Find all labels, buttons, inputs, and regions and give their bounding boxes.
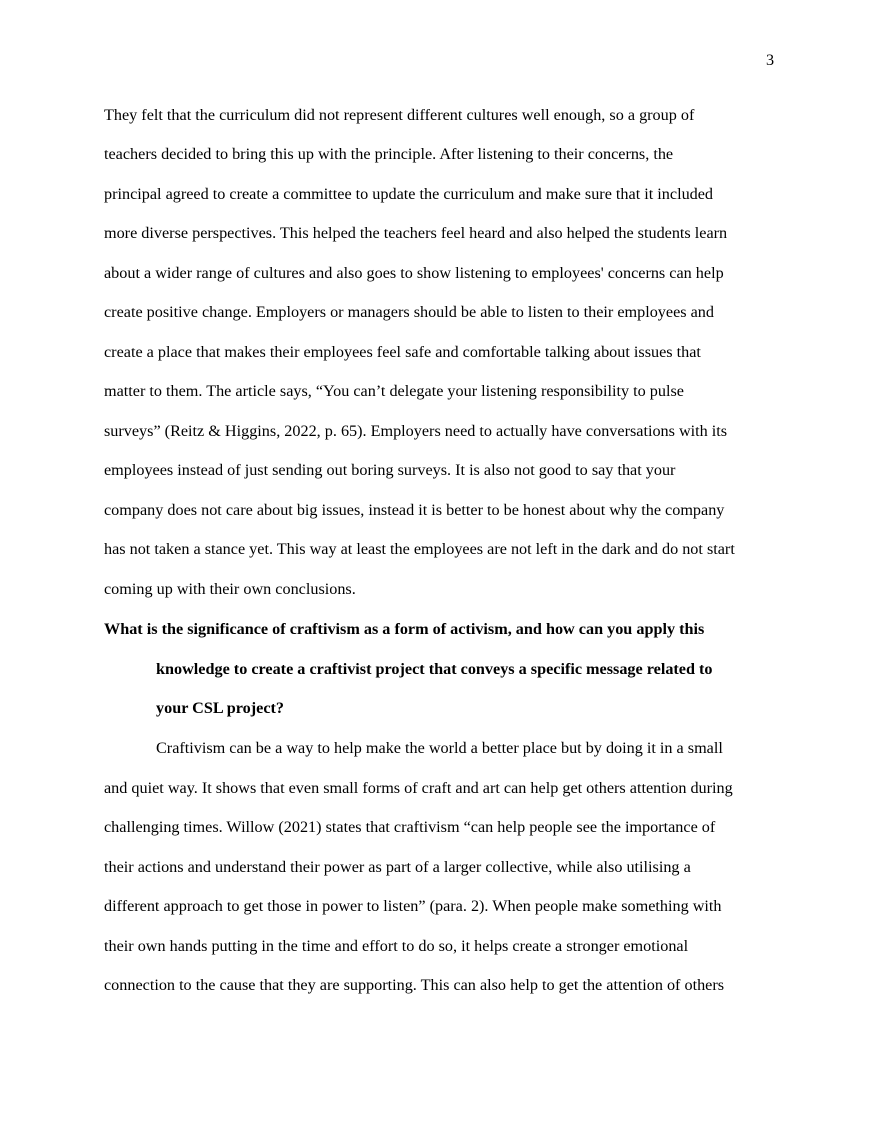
body-text-line: coming up with their own conclusions. (104, 580, 356, 598)
body-text-line: their own hands putting in the time and effort to do so, it helps create a stronger emotional (104, 937, 689, 955)
page-number: 3 (766, 51, 775, 69)
body-text-line: challenging times. Willow (2021) states that craftivism “can help people see the importance of (104, 818, 716, 836)
body-text-line: connection to the cause that they are supporting. This can also help to get the attention of others (104, 976, 725, 994)
body-text-line: create a place that makes their employees feel safe and comfortable talking about issues that (104, 343, 701, 361)
body-text-line: about a wider range of cultures and also goes to show listening to employees' concerns can help (104, 264, 724, 282)
body-text-line: more diverse perspectives. This helped the teachers feel heard and also helped the students learn (104, 224, 728, 242)
body-text-line: teachers decided to bring this up with the principle. After listening to their concerns, the (104, 145, 674, 163)
body-text-line: employees instead of just sending out boring surveys. It is also not good to say that your (104, 461, 676, 479)
body-text-line: They felt that the curriculum did not represent different cultures well enough, so a group of (104, 106, 695, 124)
body-text-line: their actions and understand their power as part of a larger collective, while also utilising a (104, 858, 691, 876)
body-text-line: different approach to get those in power to listen” (para. 2). When people make something with (104, 897, 722, 915)
section-heading-line: your CSL project? (156, 699, 285, 717)
body-text-line: and quiet way. It shows that even small forms of craft and art can help get others attention during (104, 779, 733, 797)
section-heading-line: What is the significance of craftivism as a form of activism, and how can you apply this (104, 620, 705, 638)
body-text-line: company does not care about big issues, instead it is better to be honest about why the company (104, 501, 725, 519)
body-text-line: Craftivism can be a way to help make the world a better place but by doing it in a small (156, 739, 723, 757)
body-text-line: principal agreed to create a committee to update the curriculum and make sure that it included (104, 185, 714, 203)
body-text-line: has not taken a stance yet. This way at least the employees are not left in the dark and do not start (104, 540, 735, 558)
section-heading-line: knowledge to create a craftivist project that conveys a specific message related to (156, 660, 713, 678)
body-text-line: surveys” (Reitz & Higgins, 2022, p. 65). Employers need to actually have conversations with its (104, 422, 728, 440)
body-text-line: create positive change. Employers or managers should be able to listen to their employees and (104, 303, 714, 321)
body-text-line: matter to them. The article says, “You can’t delegate your listening responsibility to pulse (104, 382, 684, 400)
